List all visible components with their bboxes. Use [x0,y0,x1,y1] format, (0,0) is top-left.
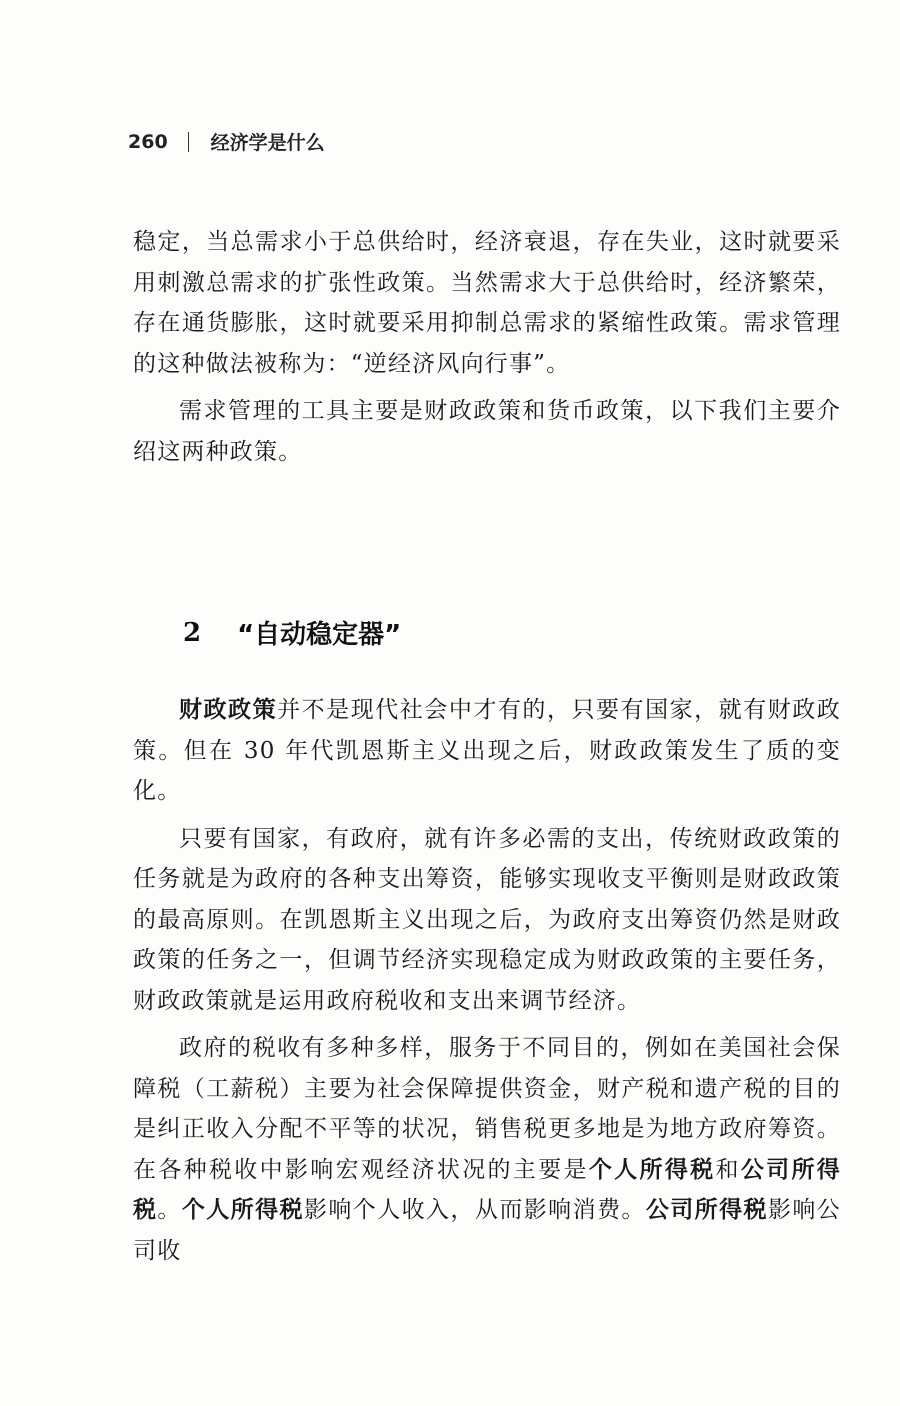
term-personal-income-tax: 个人所得税 [588,1156,716,1183]
term-personal-income-tax-2: 个人所得税 [181,1197,304,1223]
period: 。 [157,1197,182,1223]
book-title: 经济学是什么 [210,132,325,154]
conjunction-and: 和 [715,1156,741,1183]
section-heading [183,614,401,651]
paragraph-traditional-fiscal: 只要有国家，有政府，就有许多必需的支出，传统财政政策的任务就是为政府的各种支出筹资，能够实现收支平衡则是财政政策的最高原则。在凯恩斯主义出现之后，为政府支出筹资仍然是财政政策的任务之一，但调节经济实现稳定成为财政政策的主要任务，财政政策就是运用政府税收和支出来调节经济。 [133,825,841,1014]
paragraph-fiscal-policy-text: 并不是现代社会中才有的，只要有国家，就有财政政策。但在 30 年代凯恩斯主义出现之后，财政政策发生了质的变化。 [133,697,841,804]
text-block-main [133,690,841,1271]
term-corporate-income-tax: 公司所得税 [133,1156,841,1223]
term-corporate-income-tax-2: 公司所得税 [645,1197,768,1223]
paragraph-fiscal-policy [133,690,841,812]
running-header [128,128,325,155]
page-number: 260 [128,130,168,153]
personal-tax-effect: 影响个人收入，从而影响消费。 [303,1197,646,1223]
paragraph-taxes-text: 政府的税收有多种多样，服务于不同目的，例如在美国社会保障税（工薪税）主要为社会保障提供资金，财产税和遗产税的目的是纠正收入分配不平等的状况，销售税更多地是为地方政府筹资。在各种税收中影响宏观经济状况的主要是 [133,1035,841,1183]
section-number: 2 [183,617,202,648]
corporate-tax-effect: 影响公司收 [133,1197,841,1264]
text-block-top [133,222,841,472]
paragraph-demand-tools: 需求管理的工具主要是财政政策和货币政策，以下我们主要介绍这两种政策。 [133,398,841,465]
paragraph-taxes [133,1028,841,1271]
header-separator [188,132,189,152]
paragraph-continued: 稳定，当总需求小于总供给时，经济衰退，存在失业，这时就要采用刺激总需求的扩张性政策。当然需求大于总供给时，经济繁荣，存在通货膨胀，这时就要采用抑制总需求的紧缩性政策。需求管理的这种做法被称为：“逆经济风向行事”。 [133,229,841,377]
section-title: “自动稳定器” [237,620,402,650]
term-fiscal-policy: 财政政策 [179,697,278,723]
